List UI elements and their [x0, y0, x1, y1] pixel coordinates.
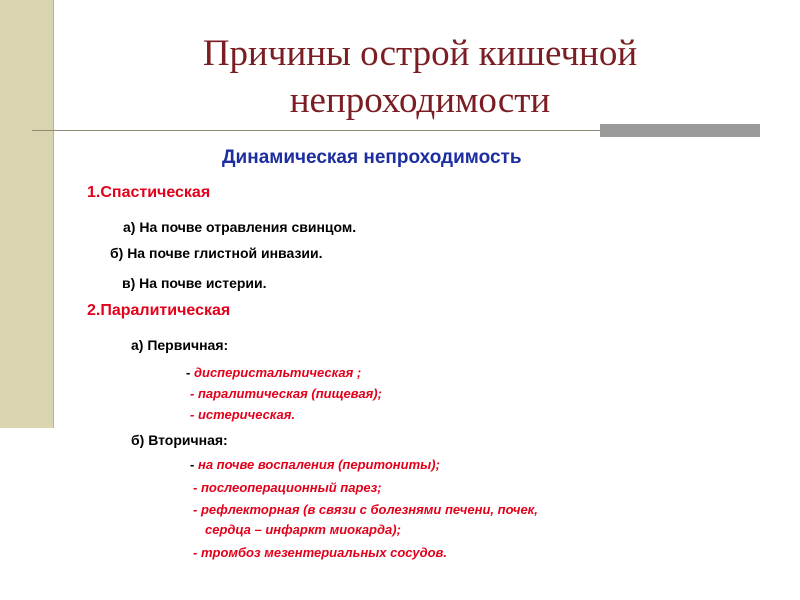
title-line-2: непроходимости: [289, 80, 551, 121]
primary-item-1-text: дисперистальтическая ;: [193, 365, 362, 380]
secondary-item-1-text: на почве воспаления (перитониты);: [197, 457, 440, 472]
secondary-item-1: [190, 457, 440, 472]
primary-item-2: - паралитическая (пищевая);: [190, 386, 382, 401]
primary-heading: а) Первичная:: [131, 337, 229, 353]
title-divider-line: [32, 130, 600, 131]
secondary-heading: б) Вторичная:: [131, 432, 228, 448]
sidebar-edge: [53, 0, 54, 428]
secondary-item-4: - тромбоз мезентериальных сосудов.: [193, 545, 448, 560]
subtitle: Динамическая непроходимость: [222, 147, 522, 168]
slide-title: [110, 30, 730, 124]
primary-item-1: [186, 365, 361, 380]
section-paralytic-heading: 2.Паралитическая: [87, 302, 231, 319]
spastic-item-b: б) На почве глистной инвазии.: [110, 245, 323, 261]
primary-item-3: - истерическая.: [190, 407, 296, 422]
title-divider-block: [600, 124, 760, 137]
sidebar-decoration: [0, 0, 53, 428]
spastic-item-c: в) На почве истерии.: [122, 275, 267, 291]
primary-item-1-dash: -: [186, 365, 191, 380]
spastic-item-a: а) На почве отравления свинцом.: [123, 219, 357, 235]
title-line-1: Причины острой кишечной: [202, 33, 638, 74]
secondary-item-2: - послеоперационный парез;: [193, 480, 382, 495]
section-spastic-heading: 1.Спастическая: [87, 184, 211, 201]
secondary-item-3: - рефлекторная (в связи с болезнями печени, почек,: [193, 502, 538, 517]
secondary-item-1-dash: -: [190, 457, 195, 472]
secondary-item-3-cont: сердца – инфаркт миокарда);: [205, 522, 401, 537]
